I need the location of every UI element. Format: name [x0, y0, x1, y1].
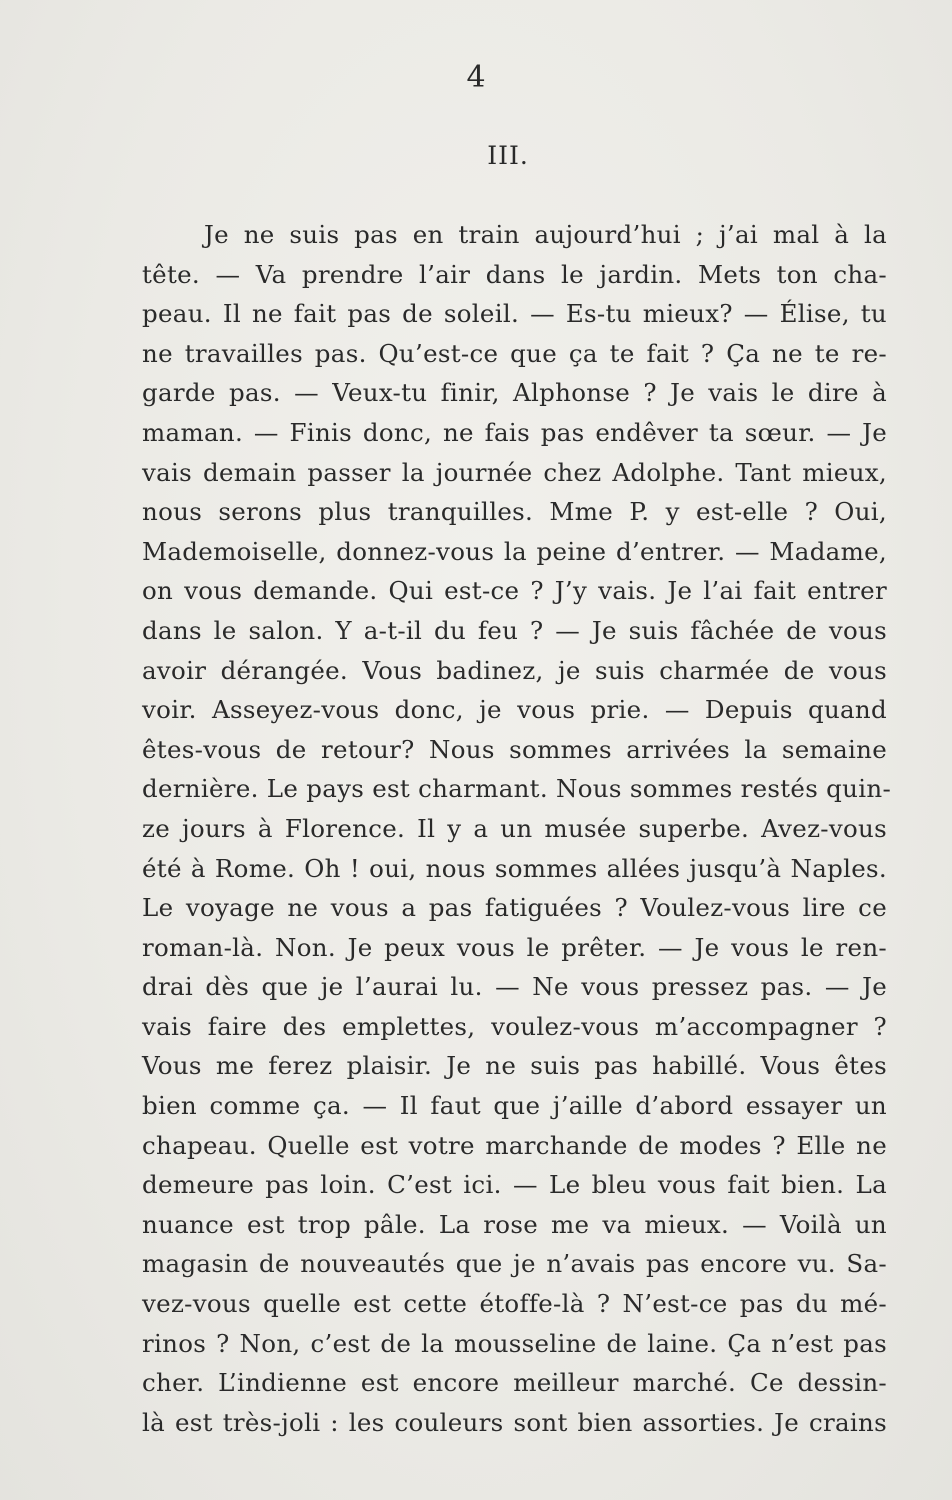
text-line: Vous me ferez plaisir. Je ne suis pas habillé. Vous êtes — [142, 1051, 887, 1081]
text-line: ne travailles pas. Qu’est-ce que ça te fait ? Ça ne te re- — [142, 338, 887, 368]
text-line: magasin de nouveautés que je n’avais pas encore vu. Sa- — [142, 1249, 887, 1279]
text-line: tête. — Va prendre l’air dans le jardin. Mets ton cha- — [142, 259, 887, 289]
text-line: peau. Il ne fait pas de soleil. — Es-tu mieux? — Élise, tu — [142, 299, 887, 329]
section-heading: III. — [487, 141, 529, 170]
text-line: dans le salon. Y a-t-il du feu ? — Je suis fâchée de vous — [142, 615, 887, 645]
text-line: avoir dérangée. Vous badinez, je suis charmée de vous — [142, 655, 887, 685]
text-line: chapeau. Quelle est votre marchande de modes ? Elle ne — [142, 1130, 887, 1160]
text-line: Mademoiselle, donnez-vous la peine d’entrer. — Madame, — [142, 536, 887, 566]
text-line: roman-là. Non. Je peux vous le prêter. — Je vous le ren- — [142, 932, 887, 962]
text-line: êtes-vous de retour? Nous sommes arrivées la semaine — [142, 734, 887, 764]
text-line: vez-vous quelle est cette étoffe-là ? N’est-ce pas du mé- — [142, 1289, 887, 1319]
text-line: voir. Asseyez-vous donc, je vous prie. — Depuis quand — [142, 695, 887, 725]
text-line: bien comme ça. — Il faut que j’aille d’abord essayer un — [142, 1091, 887, 1121]
text-line: nous serons plus tranquilles. Mme P. y est-elle ? Oui, — [142, 497, 887, 527]
text-line: là est très-joli : les couleurs sont bien assorties. Je crains — [142, 1407, 887, 1437]
text-line: Le voyage ne vous a pas fatiguées ? Voulez-vous lire ce — [142, 893, 887, 923]
body-text — [142, 215, 892, 1442]
text-line: nuance est trop pâle. La rose me va mieux. — Voilà un — [142, 1209, 887, 1239]
text-line: demeure pas loin. C’est ici. — Le bleu vous fait bien. La — [142, 1170, 887, 1200]
text-line: ze jours à Florence. Il y a un musée superbe. Avez-vous — [142, 813, 887, 843]
text-line: rinos ? Non, c’est de la mousseline de laine. Ça n’est pas — [142, 1328, 887, 1358]
text-line: garde pas. — Veux-tu finir, Alphonse ? Je vais le dire à — [142, 378, 887, 408]
text-line: cher. L’indienne est encore meilleur marché. Ce dessin- — [142, 1368, 887, 1398]
page-number: 4 — [466, 60, 486, 95]
text-line: dernière. Le pays est charmant. Nous sommes restés quin- — [142, 774, 892, 804]
text-line: été à Rome. Oh ! oui, nous sommes allées jusqu’à Naples. — [142, 853, 887, 883]
text-line: on vous demande. Qui est-ce ? J’y vais. Je l’ai fait entrer — [142, 576, 887, 606]
text-line: maman. — Finis donc, ne fais pas endêver ta sœur. — Je — [142, 417, 887, 447]
text-line: vais faire des emplettes, voulez-vous m’accompagner ? — [142, 1011, 887, 1041]
text-line: vais demain passer la journée chez Adolphe. Tant mieux, — [142, 457, 887, 487]
text-line: Je ne suis pas en train aujourd’hui ; j’ai mal à la — [204, 220, 887, 249]
text-line: drai dès que je l’aurai lu. — Ne vous pressez pas. — Je — [142, 972, 887, 1002]
